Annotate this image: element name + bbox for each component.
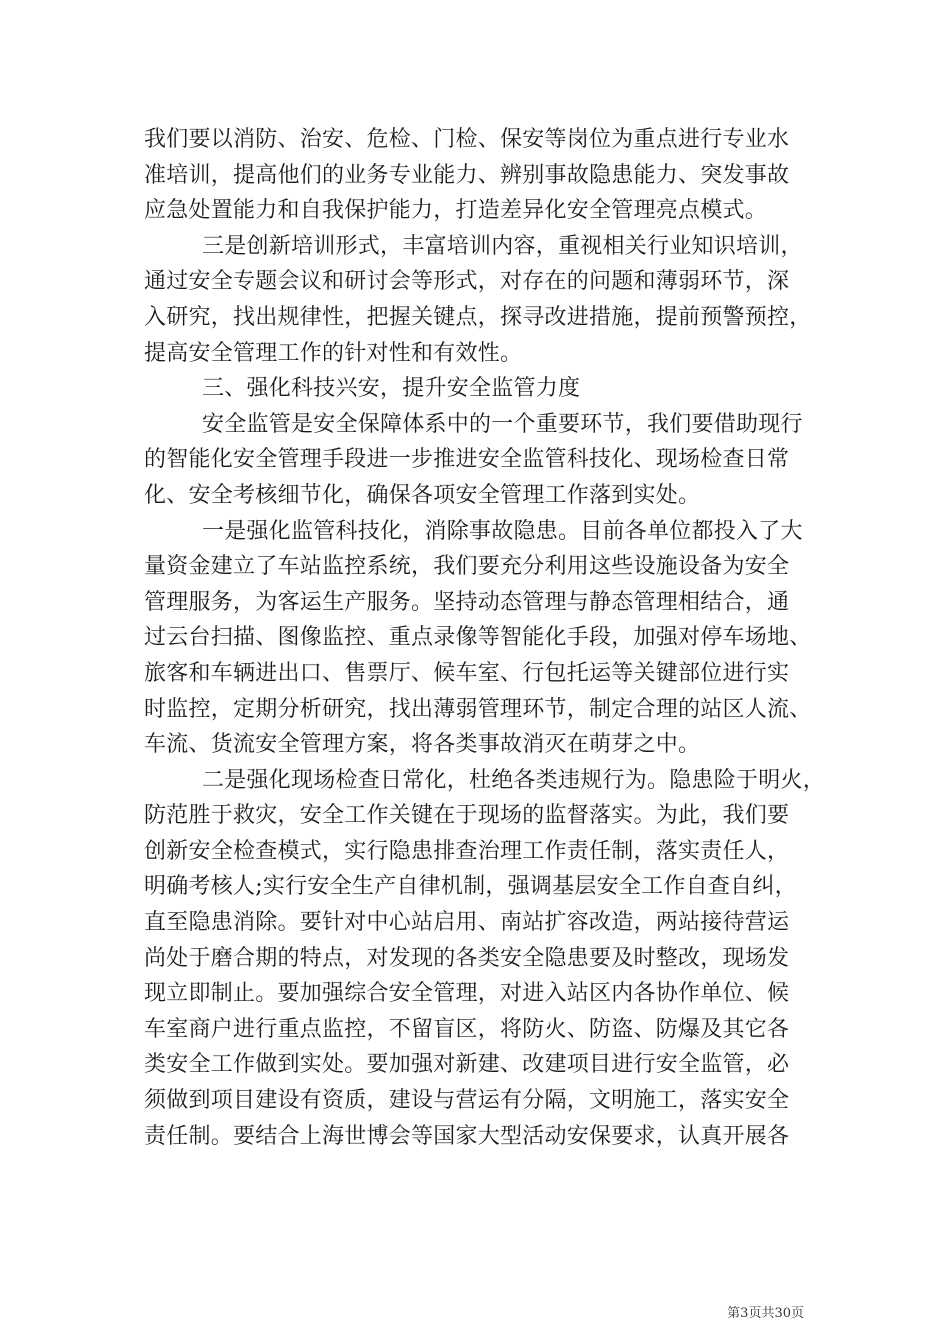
text-line: 旅客和车辆进出口、售票厅、候车室、行包托运等关键部位进行实 (144, 660, 790, 686)
document-body (144, 122, 826, 1154)
text-line: 过云台扫描、图像监控、重点录像等智能化手段，加强对停车场地、 (144, 625, 812, 651)
paragraph-start-line: 二是强化现场检查日常化，杜绝各类违规行为。隐患险于明火， (202, 767, 826, 793)
text-line: 入研究，找出规律性，把握关键点，探寻改进措施，提前预警预控， (144, 304, 812, 330)
page-number: 第3页共30页 (727, 1306, 804, 1321)
text-line: 类安全工作做到实处。要加强对新建、改建项目进行安全监管，必 (144, 1052, 790, 1078)
text-line: 管理服务，为客运生产服务。坚持动态管理与静态管理相结合，通 (144, 589, 790, 615)
text-line: 的智能化安全管理手段进一步推进安全监管科技化、现场检查日常 (144, 447, 790, 473)
text-line: 责任制。要结合上海世博会等国家大型活动安保要求，认真开展各 (144, 1123, 790, 1149)
text-line: 车室商户进行重点监控，不留盲区，将防火、防盗、防爆及其它各 (144, 1016, 790, 1042)
text-line: 须做到项目建设有资质，建设与营运有分隔，文明施工，落实安全 (144, 1088, 790, 1114)
paragraph-start-line: 一是强化监管科技化，消除事故隐患。目前各单位都投入了大 (202, 518, 803, 544)
section-heading: 三、强化科技兴安，提升安全监管力度 (202, 376, 581, 402)
text-line: 我们要以消防、治安、危检、门检、保安等岗位为重点进行专业水 (144, 127, 790, 152)
text-line: 准培训，提高他们的业务专业能力、辨别事故隐患能力、突发事故 (144, 162, 790, 188)
text-line: 通过安全专题会议和研讨会等形式，对存在的问题和薄弱环节，深 (144, 269, 790, 295)
text-line: 防范胜于救灾，安全工作关键在于现场的监督落实。为此，我们要 (144, 803, 790, 829)
text-line: 车流、货流安全管理方案，将各类事故消灭在萌芽之中。 (144, 732, 701, 758)
text-line: 尚处于磨合期的特点，对发现的各类安全隐患要及时整改，现场发 (144, 945, 790, 971)
text-line: 现立即制止。要加强综合安全管理，对进入站区内各协作单位、候 (144, 981, 790, 1007)
paragraph-start-line: 安全监管是安全保障体系中的一个重要环节，我们要借助现行 (202, 411, 803, 437)
text-line: 明确考核人;实行安全生产自律机制，强调基层安全工作自查自纠， (144, 874, 797, 900)
text-line: 量资金建立了车站监控系统，我们要充分利用这些设施设备为安全 (144, 554, 790, 580)
text-line: 化、安全考核细节化，确保各项安全管理工作落到实处。 (144, 482, 701, 508)
text-line: 应急处置能力和自我保护能力，打造差异化安全管理亮点模式。 (144, 198, 768, 224)
text-line: 提高安全管理工作的针对性和有效性。 (144, 340, 523, 366)
text-line: 创新安全检查模式，实行隐患排查治理工作责任制，落实责任人， (144, 838, 790, 864)
text-line: 时监控，定期分析研究，找出薄弱管理环节，制定合理的站区人流、 (144, 696, 812, 722)
text-line: 直至隐患消除。要针对中心站启用、南站扩容改造，两站接待营运 (144, 910, 790, 936)
paragraph-start-line: 三是创新培训形式，丰富培训内容，重视相关行业知识培训， (202, 233, 803, 259)
